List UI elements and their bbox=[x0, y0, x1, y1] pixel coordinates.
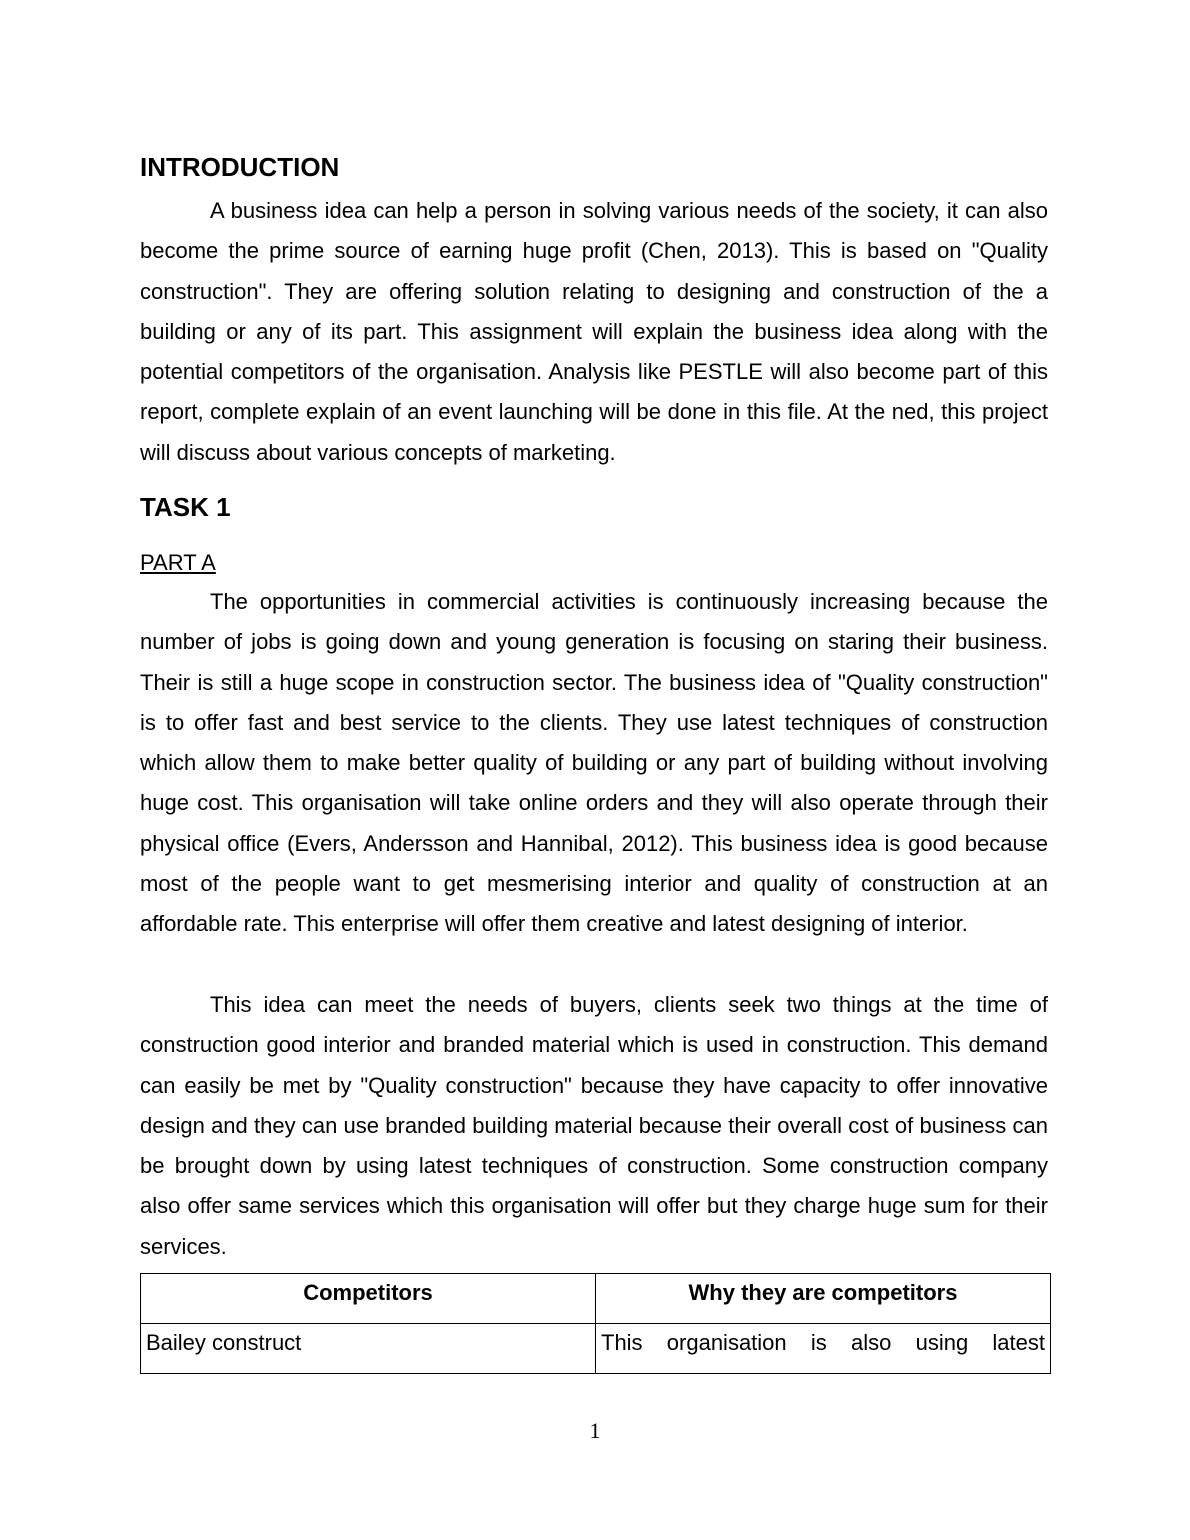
introduction-heading: INTRODUCTION bbox=[140, 152, 340, 182]
competitors-table bbox=[140, 1273, 1051, 1374]
competitor-reason-cell: This organisation is also using latest bbox=[596, 1324, 1051, 1374]
table-header-row bbox=[141, 1274, 1051, 1324]
introduction-paragraph: A business idea can help a person in solving various needs of the society, it can also become the prime source of earning huge profit (Chen, 2013). This is based on "Quality construction". They are offering solution relating to designing and construction of the a building or any of its part. This assignment will explain the business idea along with the potential competitors of the organisation. Analysis like PESTLE will also become part of this report, complete explain of an event launching will be done in this file. At the ned, this project will discuss about various concepts of marketing. bbox=[140, 198, 1048, 465]
part-a-label: PART A bbox=[140, 550, 216, 575]
column-header-competitors: Competitors bbox=[141, 1274, 596, 1324]
task-1-heading: TASK 1 bbox=[140, 492, 231, 522]
page-number: 1 bbox=[589, 1418, 601, 1443]
column-header-why-competitors: Why they are competitors bbox=[596, 1274, 1051, 1324]
task-paragraph-2: This idea can meet the needs of buyers, clients seek two things at the time of construction good interior and branded material which is used in construction. This demand can easily be met by "Quality construction" because they have capacity to offer innovative design and they can use branded building material because their overall cost of business can be brought down by using latest techniques of construction. Some construction company also offer same services which this organisation will offer but they charge huge sum for their services. bbox=[140, 992, 1048, 1259]
competitor-name-cell: Bailey construct bbox=[141, 1324, 596, 1374]
task-paragraph-1: The opportunities in commercial activities is continuously increasing because the number of jobs is going down and young generation is focusing on staring their business. Their is still a huge scope in construction sector. The business idea of "Quality construction" is to offer fast and best service to the clients. They use latest techniques of construction which allow them to make better quality of building or any part of building without involving huge cost. This organisation will take online orders and they will also operate through their physical office (Evers, Andersson and Hannibal, 2012). This business idea is good because most of the people want to get mesmerising interior and quality of construction at an affordable rate. This enterprise will offer them creative and latest designing of interior. bbox=[140, 589, 1048, 937]
table-row bbox=[141, 1324, 1051, 1374]
